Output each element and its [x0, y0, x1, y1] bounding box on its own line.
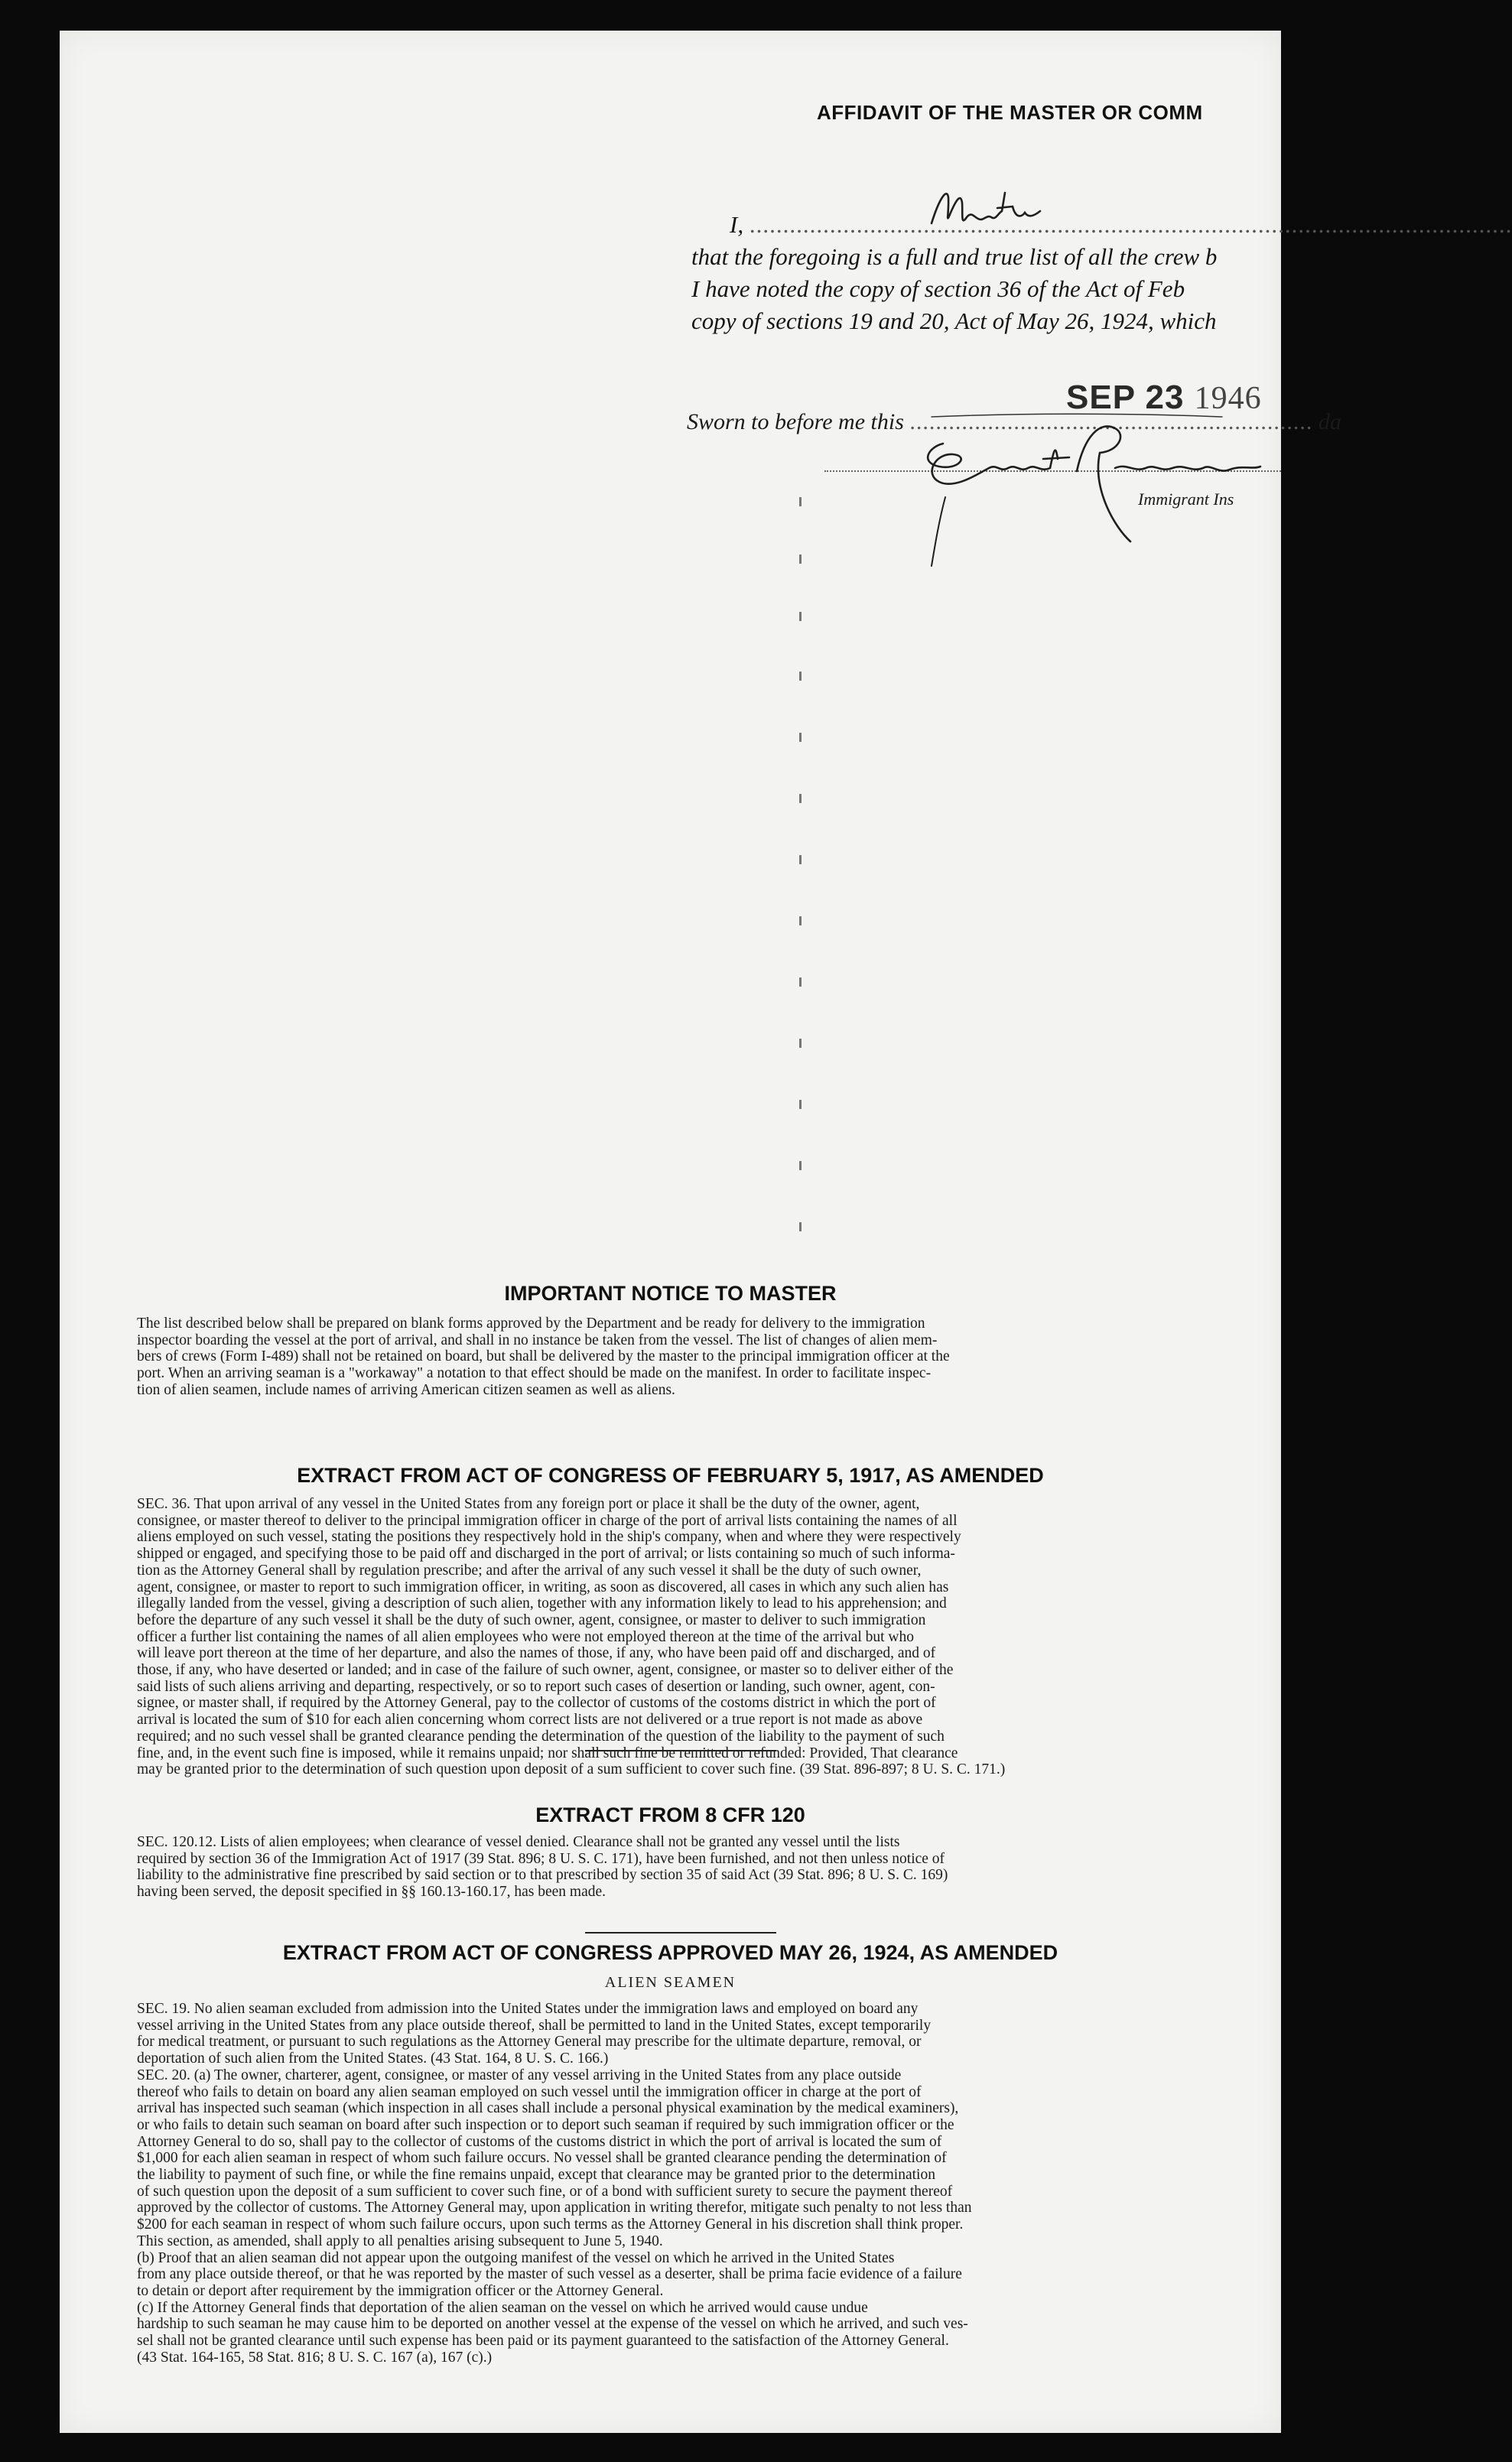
extract-1924-line: to detain or deport after requirement by the immigration officer or the Attorney General. — [137, 2282, 664, 2299]
extract-1917-line: signee, or master shall, if required by the Attorney General, pay to the collector of customs of the costoms district in which the port of — [137, 1695, 936, 1712]
extract-1917-line: illegally landed from the vessel, giving a description of such alien, together with any information likely to lead to his apprehension; and — [137, 1595, 947, 1612]
rule-tick — [799, 1039, 802, 1048]
extract-1924-line: hardship to such seaman he may cause him to be deported on another vessel at the expense of the vessel on which he arrived, and such ves- — [137, 2316, 968, 2333]
extract-1917-line: required; and no such vessel shall be granted clearance pending the determination of the question of the liability to the payment of such — [137, 1728, 945, 1745]
stamp-date: SEP 23 — [1066, 379, 1185, 416]
rule-tick — [799, 855, 802, 864]
extract-1924-subheading: ALIEN SEAMEN — [604, 1974, 736, 1991]
extract-1924-line: arrival has inspected such seaman (which inspection in all cases shall include a personal physical examination by the medical examiners), — [137, 2100, 959, 2117]
extract-1917-paragraph — [137, 1496, 1305, 1778]
sworn-blank: .............................................................. — [909, 409, 1313, 434]
extract-1917-line: SEC. 36. That upon arrival of any vessel in the United States from any foreign port or place it shall be the duty of the owner, agent, — [137, 1496, 920, 1512]
extract-1924-line: Attorney General to do so, shall pay to the collector of customs of the customs district in which the port of arrival is located the sum of — [137, 2133, 942, 2150]
extract-1924-line: thereof who fails to detain on board any alien seaman employed on such vessel until the immigration officer in charge at the port of — [137, 2083, 922, 2100]
extract-1924-line: vessel arriving in the United States from any place outside thereof, shall be permitted to land in the United States, except temporarily — [137, 2017, 932, 2034]
extract-1924-line: (b) Proof that an alien seaman did not appear upon the outgoing manifest of the vessel on which he arrived in the United States — [137, 2249, 895, 2266]
rule-tick — [799, 497, 802, 506]
extract-1924-line: deportation of such alien from the United States. (43 Stat. 164, 8 U. S. C. 166.) — [137, 2051, 609, 2067]
extract-1917-line: may be granted prior to the determination of such question upon deposit of a sum sufficient to cover such fine. (39 Stat. 896-897; 8 U. S. C. 171.) — [137, 1761, 1006, 1778]
extract-1924-line: the liability to payment of such fine, or while the fine remains unpaid, except that clearance may be granted prior to the determination — [137, 2167, 935, 2184]
notice-line: The list described below shall be prepared on blank forms approved by the Department and be ready for delivery to the immigration — [137, 1316, 925, 1332]
extract-1917-line: tion as the Attorney General shall by regulation prescribe; and after the arrival of any such vessel it shall be the duty of such owner, — [137, 1562, 922, 1579]
extract-1924-line: $200 for each seaman in respect of whom such failure occurs, upon such terms as the Attorney General in his discretion shall think proper. — [137, 2216, 964, 2233]
sworn-text: Sworn to before me this — [687, 409, 904, 434]
extract-1924-line: (c) If the Attorney General finds that deportation of the alien seaman on the vessel on which he arrived would cause undue — [137, 2299, 868, 2316]
affidavit-line-1 — [730, 211, 1512, 239]
document-page — [60, 31, 1512, 2433]
date-stamp — [1066, 379, 1262, 417]
extract-1924-line: approved by the collector of customs. The Attorney General may, upon application in writing therefor, mitigate such penalty to not less than — [137, 2200, 972, 2216]
rule-tick — [799, 612, 802, 621]
extract-1924-line: This section, as amended, shall apply to all penalties arising subsequent to June 5, 1940. — [137, 2233, 663, 2249]
section-divider — [585, 1932, 776, 1933]
rule-tick — [799, 977, 802, 987]
extract-1924-line: SEC. 19. No alien seaman excluded from admission into the United States under the immigration laws and employed on board any — [137, 2001, 919, 2017]
affidavit-line-2: that the foregoing is a full and true list of all the crew b — [691, 243, 1218, 270]
extract-1917-line: agent, consignee, or master to report to such immigration officer, in writing, as soon as discovered, all cases in which any such alien has — [137, 1579, 949, 1595]
rule-tick — [799, 1100, 802, 1109]
extract-1924-line: sel shall not be granted clearance until such expense has been paid or its payment guaranteed to the satisfaction of the Attorney General. — [137, 2333, 949, 2350]
extract-1924-heading: EXTRACT FROM ACT OF CONGRESS APPROVED MAY 26, 1924, AS AMENDED — [282, 1941, 1058, 1964]
sworn-suffix: da — [1318, 409, 1341, 434]
extract-1924-paragraph — [137, 2001, 1305, 2366]
extract-1924-line: from any place outside thereof, or that he was reported by the master of such vessel as a deserter, shall be prima facie evidence of a failure — [137, 2266, 962, 2283]
rule-tick — [799, 555, 802, 564]
rule-tick — [799, 1161, 802, 1170]
inspector-label: Immigrant Ins — [1138, 489, 1234, 509]
extract-1917-line: before the departure of any such vessel it shall be the duty of such owner, agent, consignee, or master to deliver to such immigration — [137, 1612, 926, 1628]
rule-tick — [799, 916, 802, 925]
signature-ernest-penson — [928, 426, 1260, 542]
signature-line — [824, 470, 1281, 472]
extract-1924-line: or who fails to detain such seaman on board after such inspection or to deport such seaman if required by such immigration officer or the — [137, 2116, 954, 2133]
section-divider — [585, 1750, 776, 1751]
rule-tick — [799, 794, 802, 803]
extract-1917-line: fine, and, in the event such fine is imposed, while it remains unpaid; nor shall such fine be remitted or refunded: Provided, That clearance — [137, 1745, 958, 1761]
extract-cfr-line: liability to the administrative fine prescribed by said section or to that prescribed by section 35 of said Act (39 Stat. 896; 8 U. S. C. 169) — [137, 1867, 948, 1884]
extract-1917-line: consignee, or master thereof to deliver to the principal immigration officer in charge of the port of arrival lists containing the names of all — [137, 1512, 958, 1529]
affidavit-line-4: copy of sections 19 and 20, Act of May 26, 1924, which — [691, 307, 1217, 334]
affidavit-line-3: I have noted the copy of section 36 of the Act of Feb — [691, 275, 1185, 302]
stamp-year: 1946 — [1194, 381, 1262, 416]
extract-1917-line: shipped or engaged, and specifying those to be paid off and discharged in the port of arrival; or lists containing so much of such informa- — [137, 1546, 955, 1563]
extract-1917-heading: EXTRACT FROM ACT OF CONGRESS OF FEBRUARY 5, 1917, AS AMENDED — [297, 1464, 1044, 1487]
rule-tick — [799, 672, 802, 681]
extract-cfr-paragraph — [137, 1834, 1305, 1901]
notice-line: tion of alien seamen, include names of arriving American citizen seamen as well as aliens. — [137, 1381, 675, 1398]
affidavit-line-1-blank: .................................................................................................................. — [749, 211, 1512, 238]
affidavit-line-1-prefix: I, — [730, 211, 744, 238]
extract-1917-line: those, if any, who have deserted or landed; and in case of the failure of such owner, agent, consignee, or master so to deliver either of the — [137, 1662, 954, 1679]
notice-heading: IMPORTANT NOTICE TO MASTER — [504, 1282, 837, 1305]
extract-1917-line: said lists of such aliens arriving and departing, respectively, or so to report such cases of desertion or landing, such owner, agent, con- — [137, 1678, 935, 1695]
extract-1924-line: for medical treatment, or pursuant to such regulations as the Attorney General may prescribe for the ultimate departure, removal, or — [137, 2034, 922, 2051]
extract-1917-line: will leave port thereon at the time of her departure, and also the names of those, if any, who have been paid off and discharged, and of — [137, 1645, 936, 1662]
extract-1924-line: SEC. 20. (a) The owner, charterer, agent, consignee, or master of any vessel arriving in the United States from any place outside — [137, 2067, 902, 2083]
extract-cfr-line: having been served, the deposit specified in §§ 160.13-160.17, has been made. — [137, 1884, 606, 1901]
extract-1917-line: arrival is located the sum of $10 for each alien concerning whom correct lists are not delivered or a true report is not made as above — [137, 1712, 923, 1729]
extract-1917-line: officer a further list containing the names of all alien employees who were not employed thereon at the time of the arrival but who — [137, 1628, 915, 1645]
notice-line: inspector boarding the vessel at the port of arrival, and shall in no instance be taken from the vessel. The list of changes of alien mem- — [137, 1332, 938, 1348]
extract-cfr-heading: EXTRACT FROM 8 CFR 120 — [535, 1803, 805, 1826]
notice-line: bers of crews (Form I-489) shall not be retained on board, but shall be delivered by the master to the principal immigration officer at the — [137, 1348, 950, 1365]
extract-1917-line: aliens employed on such vessel, stating the positions they respectively hold in the ship's company, when and where they were respectively — [137, 1529, 961, 1546]
extract-1924-line: $1,000 for each alien seaman in respect of whom such failure occurs. No vessel shall be granted clearance pending the determination of — [137, 2150, 947, 2167]
notice-paragraph — [137, 1316, 1305, 1399]
extract-1924-line: of such question upon the deposit of a sum sufficient to cover such fine, or of a bond with sufficient surety to secure the payment thereof — [137, 2183, 953, 2200]
rule-tick — [799, 733, 802, 742]
extract-cfr-line: SEC. 120.12. Lists of alien employees; when clearance of vessel denied. Clearance shall not be granted any vessel until the lists — [137, 1834, 900, 1850]
extract-1924-line: (43 Stat. 164-165, 58 Stat. 816; 8 U. S. C. 167 (a), 167 (c).) — [137, 2349, 493, 2366]
notice-line: port. When an arriving seaman is a "workaway" a notation to that effect should be made on the manifest. In order to facilitate inspec- — [137, 1365, 932, 1382]
affidavit-title: AFFIDAVIT OF THE MASTER OR COMM — [817, 101, 1203, 124]
extract-cfr-line: required by section 36 of the Immigration Act of 1917 (39 Stat. 896; 8 U. S. C. 171), have been furnished, and not then unless notice of — [137, 1850, 945, 1867]
rule-tick — [799, 1222, 802, 1231]
